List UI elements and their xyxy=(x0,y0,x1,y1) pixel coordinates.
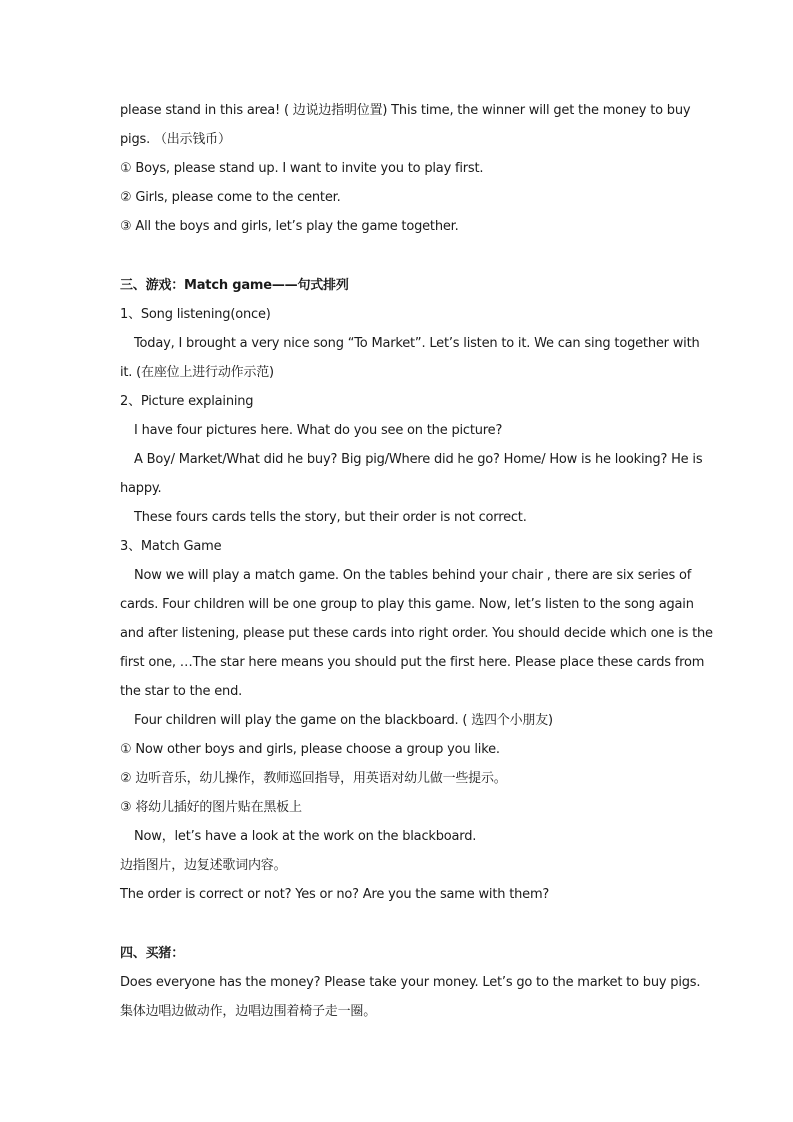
text-line: Four children will play the game on the blackboard. ( 选四个小朋友) xyxy=(134,713,553,728)
text-line: 2、Picture explaining xyxy=(120,394,254,409)
text-line: the star to the end. xyxy=(120,684,243,699)
text-line: it. (在座位上进行动作示范) xyxy=(120,365,274,380)
text-line: 1、Song listening(once) xyxy=(120,307,271,322)
text-line: ② 边听音乐，幼儿操作，教师巡回指导，用英语对幼儿做一些提示。 xyxy=(120,771,507,786)
text-line: happy. xyxy=(120,481,162,496)
text-line: Does everyone has the money? Please take your money. Let’s go to the market to buy pigs. xyxy=(120,975,701,990)
text-line: ① Now other boys and girls, please choose a group you like. xyxy=(120,742,500,757)
text-line: Now，let’s have a look at the work on the blackboard. xyxy=(134,829,477,844)
text-line: and after listening, please put these cards into right order. You should decide which one is the xyxy=(120,626,713,641)
document-page xyxy=(120,96,713,1026)
text-line: ① Boys, please stand up. I want to invite you to play first. xyxy=(120,161,484,176)
text-line: ③ 将幼儿插好的图片贴在黑板上 xyxy=(120,800,302,815)
text-line: ③ All the boys and girls, let’s play the game together. xyxy=(120,219,459,234)
text-line: Today, I brought a very nice song “To Market”. Let’s listen to it. We can sing together with xyxy=(134,336,700,351)
text-line: 3、Match Game xyxy=(120,539,222,554)
text-line: please stand in this area! ( 边说边指明位置) This time, the winner will get the money to buy xyxy=(120,103,691,118)
text-line: ② Girls, please come to the center. xyxy=(120,190,341,205)
section-heading: 四、买猪： xyxy=(120,946,185,961)
text-line: Now we will play a match game. On the tables behind your chair , there are six series of xyxy=(134,568,692,583)
paragraph-spacer xyxy=(120,241,680,271)
text-line: 边指图片，边复述歌词内容。 xyxy=(120,858,287,873)
section-heading: 三、游戏：Match game——句式排列 xyxy=(120,278,349,293)
text-line: I have four pictures here. What do you see on the picture? xyxy=(134,423,503,438)
text-line: The order is correct or not? Yes or no? Are you the same with them? xyxy=(120,887,550,902)
text-line: 集体边唱边做动作，边唱边围着椅子走一圈。 xyxy=(120,1004,377,1019)
text-line: A Boy/ Market/What did he buy? Big pig/Where did he go? Home/ How is he looking? He is xyxy=(134,452,703,467)
paragraph-spacer xyxy=(120,909,680,939)
text-line: first one, …The star here means you should put the first here. Please place these cards from xyxy=(120,655,705,670)
text-line: These fours cards tells the story, but their order is not correct. xyxy=(134,510,527,525)
text-line: pigs. （出示钱币） xyxy=(120,132,231,147)
text-line: cards. Four children will be one group to play this game. Now, let’s listen to the song again xyxy=(120,597,694,612)
